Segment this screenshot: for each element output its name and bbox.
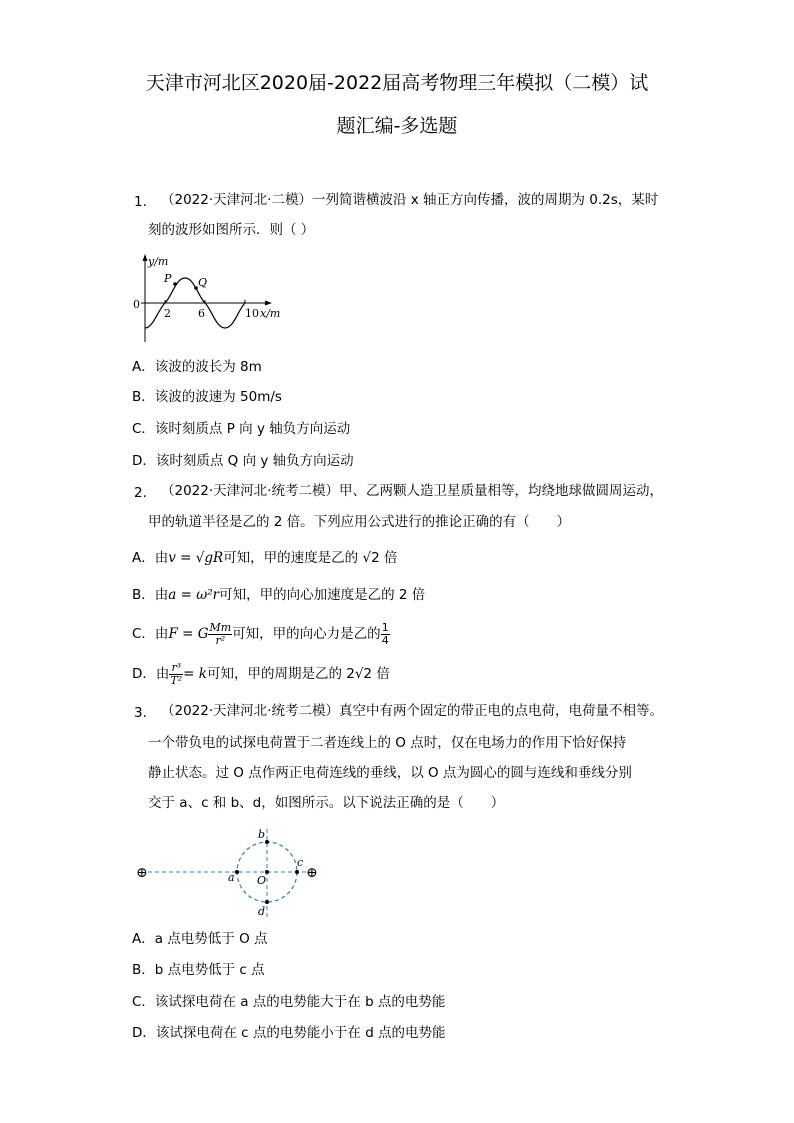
question-2-option-c (132, 622, 390, 646)
option-b-text: 可知，甲的向心加速度是乙的 2 倍 (219, 587, 426, 603)
point-q-label: Q (198, 276, 208, 289)
point-c (295, 870, 299, 874)
option-c-prefix: C．由 (132, 626, 169, 643)
option-b-prefix: B．由 (132, 587, 169, 603)
point-p (173, 282, 177, 286)
question-1-text-line1: （2022·天津河北·二模）一列简谐横波沿 x 轴正方向传播，波的周期为 0.2s，某时 (161, 192, 659, 208)
question-3-option-c: C．该试探电荷在 a 点的电势能大于在 b 点的电势能 (132, 994, 446, 1010)
origin-label: 0 (133, 298, 140, 311)
option-c-text: 可知，甲的向心力是乙的 (232, 626, 381, 643)
positive-charge-right-icon: ⊕ (306, 865, 318, 881)
positive-charge-left-icon: ⊕ (136, 865, 148, 881)
label-b: b (258, 828, 266, 841)
option-c-formula-fraction (208, 622, 232, 646)
option-a-text: 可知，甲的速度是乙的 √2 倍 (223, 550, 398, 566)
option-d-numerator: r³ (169, 662, 183, 675)
point-b (265, 840, 269, 844)
option-d-formula-rhs: = k (183, 666, 207, 683)
question-1-option-d: D．该时刻质点 Q 向 y 轴负方向运动 (132, 453, 354, 469)
charges-figure (130, 822, 330, 922)
question-1-option-a: A．该波的波长为 8m (132, 359, 262, 375)
option-c-denominator: r² (215, 633, 226, 647)
option-d-text: 可知，甲的周期是乙的 2√2 倍 (206, 666, 390, 683)
tick-label-6: 6 (198, 307, 205, 320)
question-1-text-line2: 刻的波形如图所示．则（ ） (148, 222, 315, 238)
label-a: a (228, 871, 235, 884)
question-3-number: 3. (134, 705, 147, 721)
point-a (235, 870, 239, 874)
question-3-option-d: D．该试探电荷在 c 点的电势能小于在 d 点的电势能 (132, 1025, 446, 1041)
question-2-option-d (132, 662, 390, 686)
y-axis-label: y/m (148, 255, 169, 268)
question-3-text-line2: 一个带负电的试探电荷置于二者连线上的 O 点时，仅在电场力的作用下恰好保持 (148, 735, 627, 751)
question-1-option-c: C．该时刻质点 P 向 y 轴负方向运动 (132, 421, 351, 437)
option-c-ratio-numerator: 1 (381, 621, 389, 634)
question-3-option-b: B．b 点电势低于 c 点 (132, 962, 265, 978)
document-title-line2: 题汇编-多选题 (336, 115, 458, 137)
option-d-denominator: T² (170, 673, 183, 687)
question-1-number: 1. (134, 194, 147, 210)
question-2-option-b (132, 589, 425, 603)
label-d: d (258, 905, 266, 918)
label-c: c (297, 856, 304, 869)
question-2-text-line2: 甲的轨道半径是乙的 2 倍。下列应用公式进行的推论正确的有（ ） (148, 514, 571, 530)
option-c-ratio-denominator: 4 (381, 633, 389, 647)
tick-label-2: 2 (164, 307, 171, 320)
tick-label-10: 10 (245, 307, 259, 320)
question-3-option-a: A．a 点电势低于 O 点 (132, 931, 268, 947)
document-title-line1: 天津市河北区2020届-2022届高考物理三年模拟（二模）试 (145, 72, 649, 94)
question-3-text-line3: 静止状态。过 O 点作两正电荷连线的垂线，以 O 点为圆心的圆与连线和垂线分别 (148, 765, 632, 781)
question-3-text-line4: 交于 a、c 和 b、d，如图所示。以下说法正确的是（ ） (148, 795, 505, 811)
option-a-prefix: A．由 (132, 550, 169, 566)
option-c-formula-lhs: F = G (168, 626, 209, 643)
point-d (265, 900, 269, 904)
option-d-formula-fraction (169, 662, 183, 686)
wave-figure (128, 250, 298, 345)
x-axis-arrow (265, 301, 272, 306)
option-b-formula: a = ω²r (168, 587, 220, 603)
question-1-option-b: B．该波的波速为 50m/s (132, 389, 282, 405)
option-d-prefix: D．由 (132, 666, 170, 683)
question-3-text-line1: （2022·天津河北·统考二模）真空中有两个固定的带正电的点电荷，电荷量不相等。 (161, 703, 663, 719)
question-2-option-a (132, 552, 397, 566)
x-axis-label: x/m (260, 307, 281, 320)
label-o: O (257, 874, 267, 887)
option-a-formula: v = √gR (168, 550, 224, 566)
question-2-number: 2. (134, 485, 147, 501)
option-c-ratio-fraction (381, 622, 390, 646)
y-axis-arrow (143, 254, 148, 261)
option-c-numerator: Mm (209, 621, 232, 634)
point-p-label: P (164, 272, 172, 285)
question-2-text-line1: （2022·天津河北·统考二模）甲、乙两颗人造卫星质量相等，均绕地球做圆周运动， (161, 483, 663, 499)
